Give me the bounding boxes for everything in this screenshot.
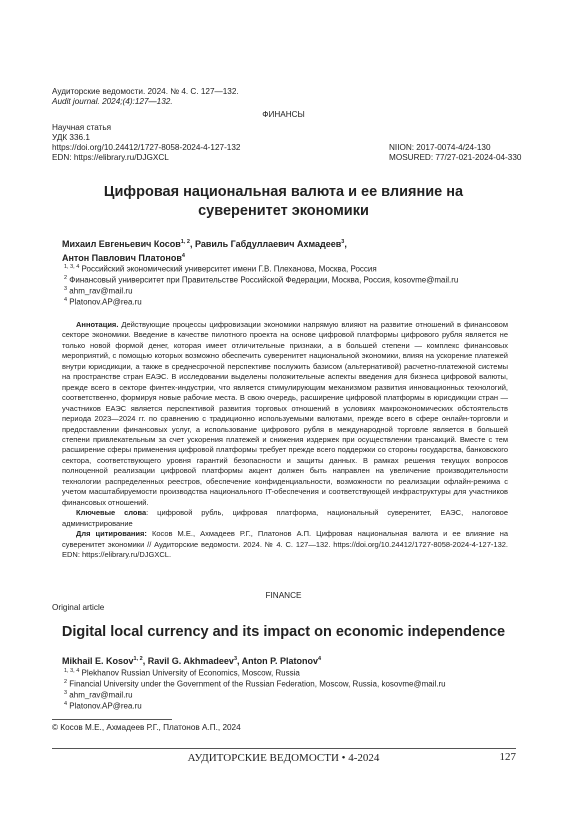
author-sup: 1, 2	[133, 656, 143, 662]
citation-paragraph: Для цитирования: Косов М.Е., Ахмадеев Р.Г., Платонов А.П. Цифровая национальная валюта и ее влияние на суверенитет экономики // Аудиторские ведомости. 2024. № 4. С. 127—132. https://doi.org/10.24412/1727-8058-2024-4-127-132. EDN: https://elibrary.ru/DJGXCL.	[62, 529, 509, 559]
citation-en: Audit journal. 2024;(4):127—132.	[52, 97, 173, 106]
author-sup: 1, 2	[180, 239, 190, 245]
footer-rule	[52, 748, 516, 749]
footnote-rule	[52, 719, 172, 720]
authors-en: Mikhail E. Kosov$^{1, 2}$, Ravil G. Akhmadeev$^3$, Anton P. Platonov$^4$	[62, 656, 322, 666]
niion-code: NIION: 2017-0074-4/24-130	[389, 143, 491, 152]
keywords-paragraph: Ключевые слова: цифровой рубль, цифровая платформа, национальный суверенитет, ЕАЭС, налоговое администрирование	[62, 508, 508, 528]
affiliation-1-en: $^{1, 3, 4}$ Plekhanov Russian University of Economics, Moscow, Russia	[64, 668, 300, 678]
author-name: Антон Павлович Платонов	[62, 253, 182, 263]
affiliation-1-ru: $^{1, 3, 4}$ Российский экономический университет имени Г.В. Плеханова, Москва, Россия	[64, 264, 377, 274]
abstract-paragraph: Аннотация. Действующие процессы цифровизации экономики напрямую влияют на развитие отношений в финансовом секторе экономики. Введение в качестве пилотного проекта на основе цифровой платформы цифрового рубля является не только новой формой денег, которая имеет отличительные признаки, а в большей степени — комплекс финансовых мероприятий, с помощью которых возможно обеспечить суверенитет национальной экономики, влияя на ускорение платежей внутри юрисдикции, а также в среднесрочной перспективе послужить базисом (альтернативой) расчетно-платежной системы на пространстве стран ЕАЭС. В исследовании выделены положительные аспекты введения для бизнеса цифровой валюты, прежде всего в секторе финтех-индустрии, что является стимулирующим механизмом развития инновационных технологий, соответственно, формируя новые рабочие места. В свою очередь, расширение цифровой платформы в юрисдикции стран — участников ЕАЭС является перспективой развития торговых отношений в условиях макроэкономических обстоятельств периода 2023—2024 гг. по сравнению с традиционно используемыми валютами, прежде всего в сфере онлайн-торговли и предоставлении финансовых услуг, а использование цифрового рубля в международной торговле является в большей степени привлекательным за счет ускорения платежей и снижения издержек при осуществлении трансакций. Вместе с тем расширение сферы применения цифровой платформы требует прежде всего поддержки со стороны государства, банковского сектора, соответствующего уровня гарантий безопасности и защиты данных. В рамках решения текущих вопросов полноценной реализации цифровой платформы акцент должен быть направлен на увеличение производительности технологии распределенных реестров, обеспечение конфиденциальности, возможности по реализации офлайн-режима с учетом масштабируемости производства национального IT-обеспечения и соответствующей инфраструктуры для участников финансовых отношений.	[62, 320, 508, 507]
section-label-en: FINANCE	[265, 591, 302, 600]
author-sup: 3	[233, 656, 237, 662]
author-name: Anton P. Platonov	[241, 656, 319, 666]
affiliation-2-en: $^2$ Financial University under the Government of the Russian Federation, Moscow, Russia, kosovme@mail.ru	[64, 679, 446, 689]
email-3-ru[interactable]: $^3$ ahm_rav@mail.ru	[64, 286, 133, 296]
email-4-ru[interactable]: $^4$ Platonov.AP@rea.ru	[64, 297, 142, 307]
abstract-ru	[62, 320, 508, 560]
author-name: Михаил Евгеньевич Косов	[62, 239, 181, 249]
author-sup: 4	[181, 253, 185, 259]
article-type-ru: Научная статья	[52, 123, 112, 132]
affiliation-2-ru: $^2$ Финансовый университет при Правительстве Российской Федерации, Москва, Россия, kosovme@mail.ru	[64, 275, 459, 285]
mosured-code: MOSURED: 77/27-021-2024-04-330	[389, 153, 522, 162]
doi-link[interactable]: https://doi.org/10.24412/1727-8058-2024-4-127-132	[52, 143, 241, 152]
article-title-ru: Цифровая национальная валюта и ее влияние на суверенитет экономики	[103, 184, 464, 219]
article-title-en: Digital local currency and its impact on economic independence	[61, 624, 506, 640]
udk: УДК 336.1	[52, 133, 90, 142]
author-name: Равиль Габдуллаевич Ахмадеев	[194, 239, 342, 249]
section-label-ru: ФИНАНСЫ	[262, 110, 305, 119]
copyright-notice: © Косов М.Е., Ахмадеев Р.Г., Платонов А.П., 2024	[52, 723, 241, 732]
citation-ru: Аудиторские ведомости. 2024. № 4. С. 127—132.	[52, 87, 239, 96]
email-4-en[interactable]: $^4$ Platonov.AP@rea.ru	[64, 701, 142, 711]
author-name: Mikhail E. Kosov	[62, 656, 134, 666]
footer-journal: АУДИТОРСКИЕ ВЕДОМОСТИ • 4-2024	[187, 752, 380, 764]
author-name: Ravil G. Akhmadeev	[147, 656, 234, 666]
article-type-en: Original article	[52, 603, 105, 612]
author-sup: 3	[341, 239, 345, 245]
edn-link[interactable]: EDN: https://elibrary.ru/DJGXCL	[52, 153, 169, 162]
authors-ru: Михаил Евгеньевич Косов$^{1, 2}$, Равиль Габдуллаевич Ахмадеев$^3$, Антон Павлович Платонов$^4$	[62, 239, 347, 263]
email-3-en[interactable]: $^3$ ahm_rav@mail.ru	[64, 690, 133, 700]
page-number: 127	[499, 751, 516, 763]
author-sup: 4	[318, 656, 322, 662]
